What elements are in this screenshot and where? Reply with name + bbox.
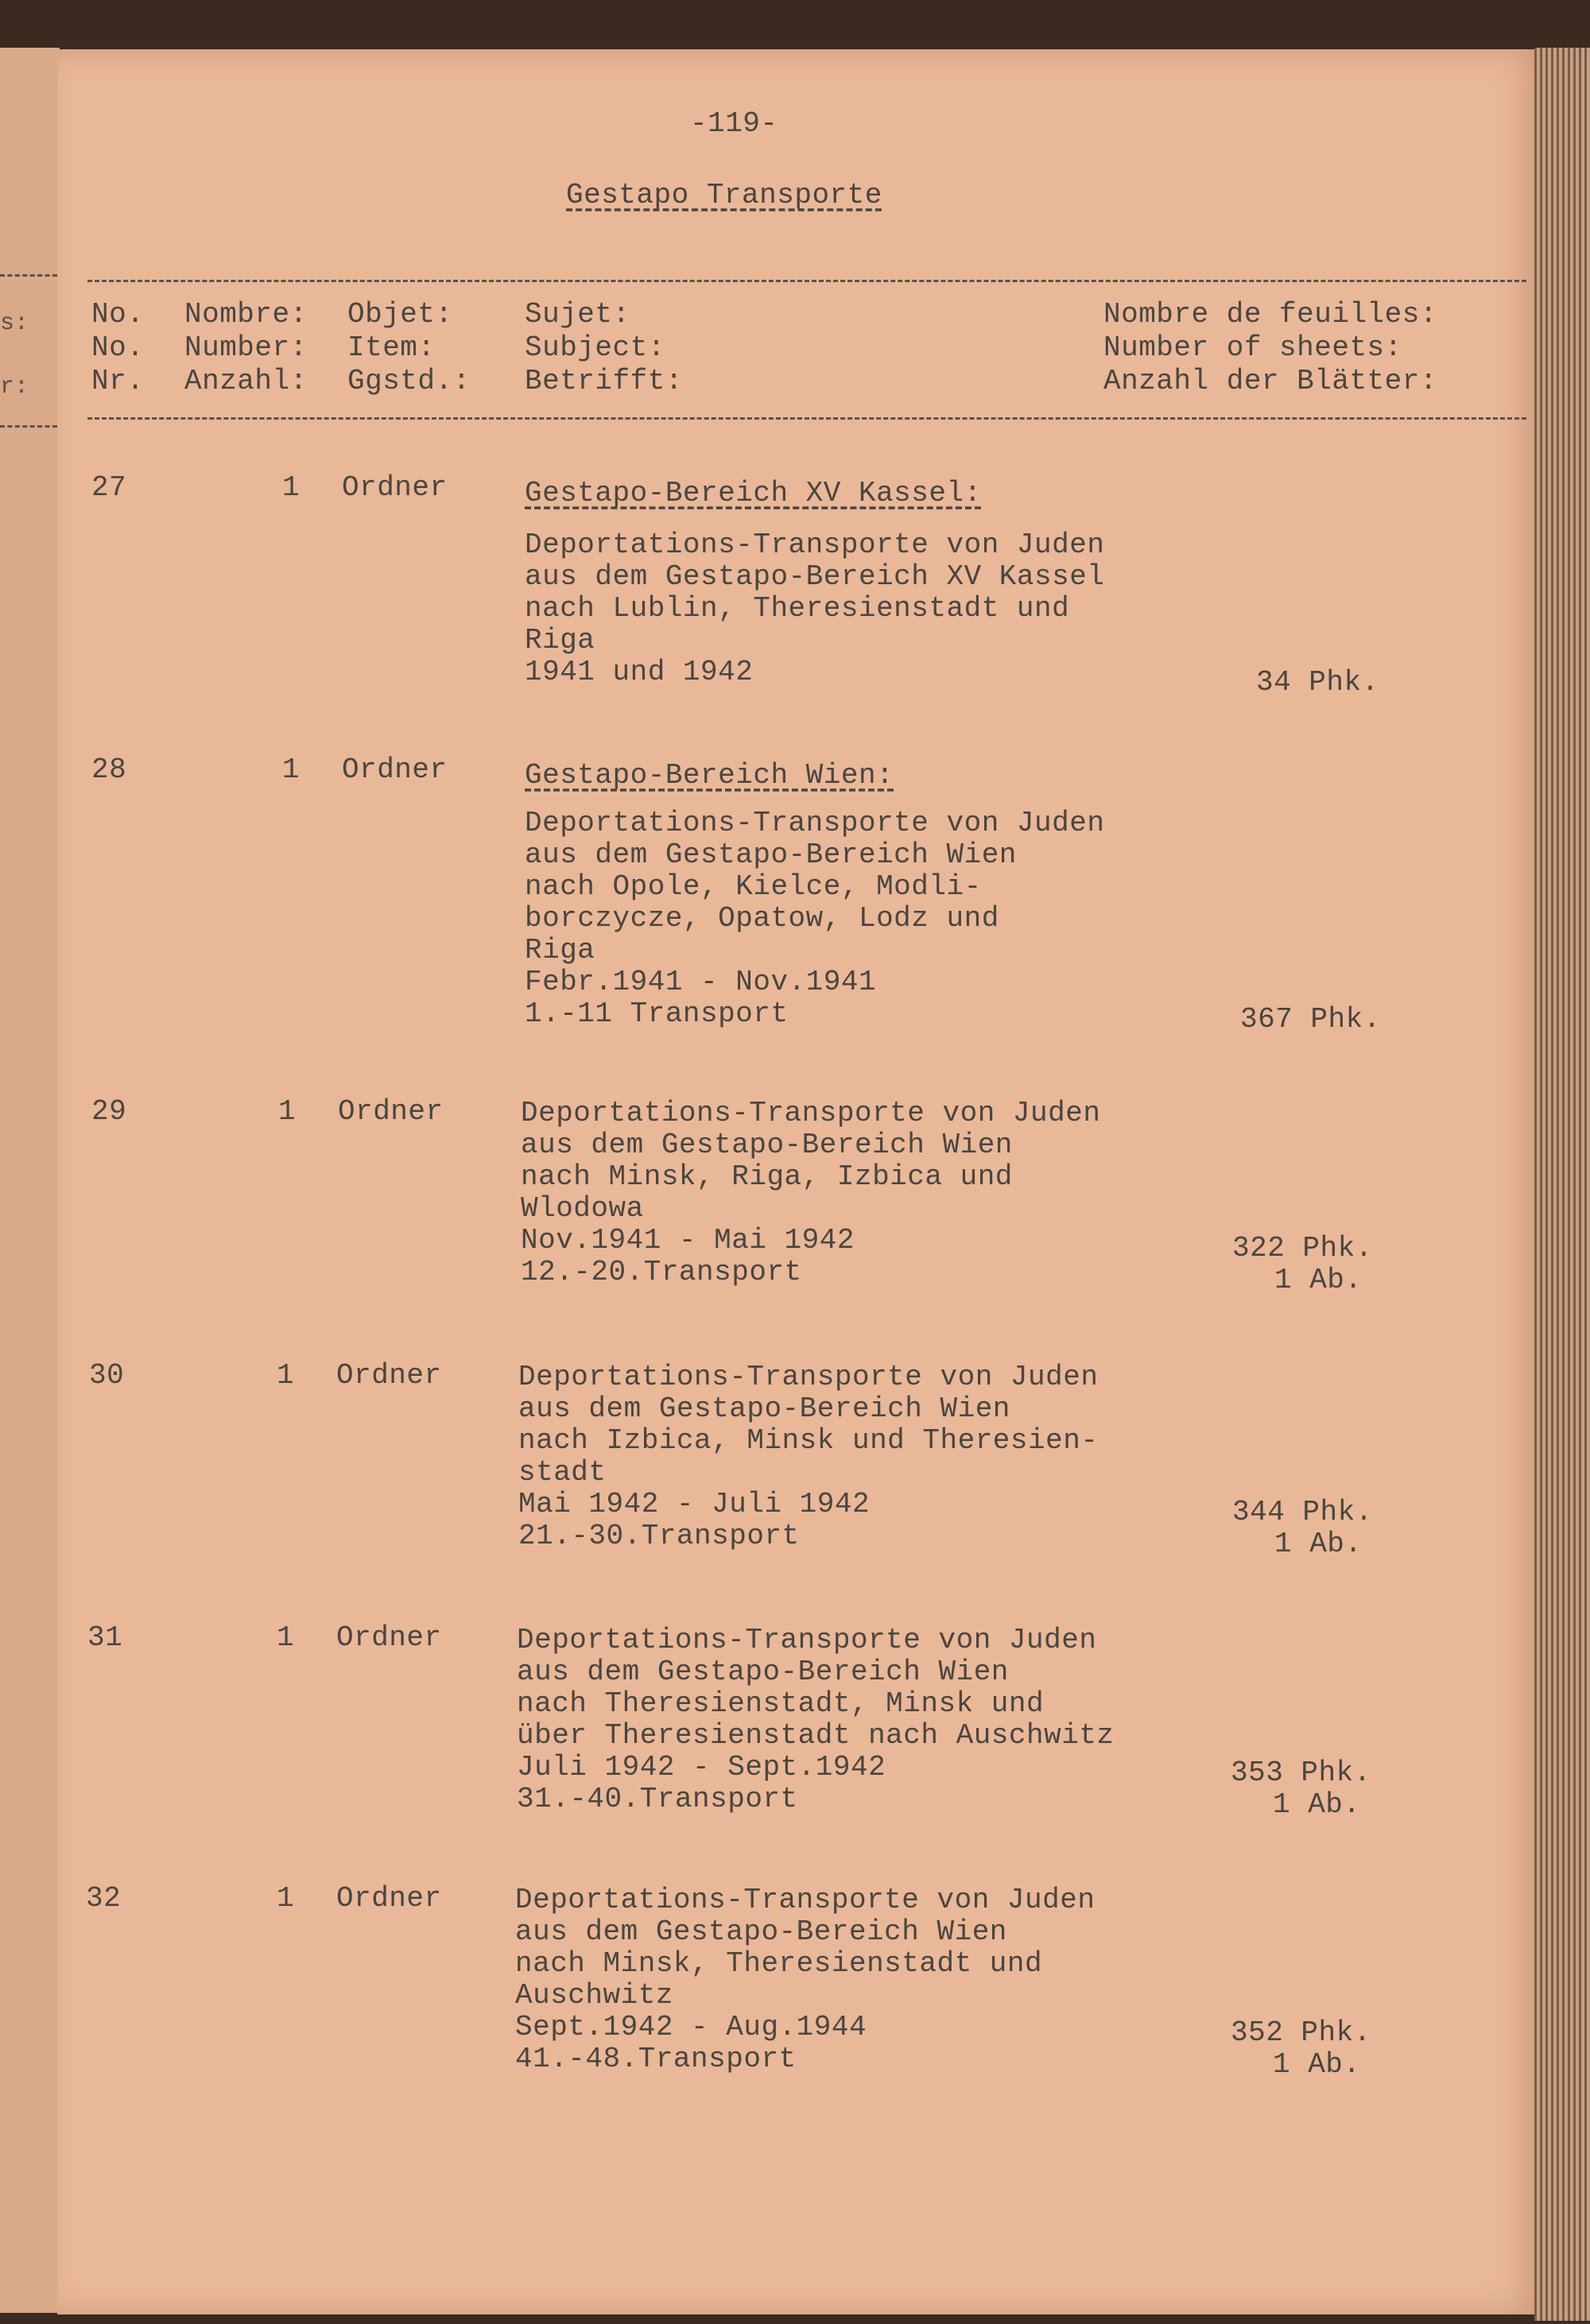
header-no-fr: No.: [91, 298, 145, 331]
header-item-fr: Objet:: [347, 298, 453, 331]
left-page-edge: [0, 48, 62, 2313]
left-fragment-1: s:: [0, 310, 29, 337]
entry-line: Auschwitz: [515, 1979, 673, 2012]
entry-line: 12.-20.Transport: [521, 1256, 802, 1288]
entry-sheets: 353 Phk.: [1231, 1757, 1371, 1789]
entry-heading: Gestapo-Bereich XV Kassel:: [525, 477, 982, 509]
entry-count: 1: [282, 471, 301, 504]
entry-line: über Theresienstadt nach Auschwitz: [517, 1719, 1115, 1752]
page-number: -119-: [690, 107, 778, 140]
header-item-de: Ggstd.:: [347, 365, 471, 397]
header-sheets-fr: Nombre de feuilles:: [1103, 298, 1437, 331]
entry-line: 1.-11 Transport: [525, 997, 789, 1030]
entry-line: 21.-30.Transport: [518, 1520, 800, 1552]
book-page-stack: [1534, 48, 1590, 2321]
entry-item: Ordner: [336, 1882, 442, 1915]
entry-item: Ordner: [336, 1359, 442, 1392]
entry-item: Ordner: [338, 1095, 444, 1128]
entry-sheets: 367 Phk.: [1240, 1003, 1381, 1036]
header-top-rule: [87, 280, 1526, 282]
left-page-rule-bottom: [0, 425, 57, 428]
header-item-en: Item:: [347, 331, 436, 364]
entry-count: 1: [277, 1882, 295, 1915]
entry-line: 31.-40.Transport: [517, 1783, 798, 1815]
entry-line: Deportations-Transporte von Juden: [515, 1884, 1096, 1916]
entry-no: 31: [87, 1621, 123, 1654]
header-subject-de: Betrifft:: [525, 365, 683, 397]
entry-sheets-extra: 1 Ab.: [1274, 1264, 1363, 1296]
entry-count: 1: [282, 753, 301, 786]
entry-item: Ordner: [342, 753, 448, 786]
entry-no: 32: [86, 1882, 122, 1915]
entry-line: Riga: [525, 934, 595, 966]
entry-line: nach Minsk, Riga, Izbica und: [521, 1160, 1013, 1193]
entry-line: stadt: [518, 1456, 607, 1489]
entry-line: Riga: [525, 624, 595, 657]
header-subject-fr: Sujet:: [525, 298, 630, 331]
header-subject-en: Subject:: [525, 331, 665, 364]
entry-line: Mai 1942 - Juli 1942: [518, 1488, 871, 1520]
entry-line: 41.-48.Transport: [515, 2043, 797, 2075]
entry-line: aus dem Gestapo-Bereich XV Kassel: [525, 560, 1105, 593]
entry-sheets-extra: 1 Ab.: [1274, 1528, 1363, 1560]
page-title: Gestapo Transporte: [566, 179, 882, 211]
header-bottom-rule: [87, 417, 1526, 420]
entry-line: 1941 und 1942: [525, 656, 754, 688]
header-sheets-en: Number of sheets:: [1103, 331, 1402, 364]
header-no-en: No.: [91, 331, 145, 364]
entry-line: aus dem Gestapo-Bereich Wien: [518, 1392, 1010, 1425]
entry-line: aus dem Gestapo-Bereich Wien: [521, 1129, 1013, 1161]
entry-line: aus dem Gestapo-Bereich Wien: [517, 1656, 1009, 1688]
entry-sheets-extra: 1 Ab.: [1273, 2048, 1361, 2081]
entry-line: Deportations-Transporte von Juden: [525, 529, 1105, 561]
entry-line: nach Izbica, Minsk und Theresien-: [518, 1424, 1099, 1457]
header-no-de: Nr.: [91, 365, 145, 397]
header-count-fr: Nombre:: [184, 298, 308, 331]
entry-count: 1: [278, 1095, 297, 1128]
entry-line: aus dem Gestapo-Bereich Wien: [525, 839, 1017, 871]
entry-line: Deportations-Transporte von Juden: [525, 807, 1105, 839]
header-sheets-de: Anzahl der Blätter:: [1103, 365, 1437, 397]
entry-line: Sept.1942 - Aug.1944: [515, 2011, 867, 2043]
entry-sheets: 352 Phk.: [1231, 2016, 1371, 2049]
entry-line: Nov.1941 - Mai 1942: [521, 1224, 855, 1257]
entry-no: 29: [91, 1095, 127, 1128]
left-fragment-2: r:: [0, 374, 29, 401]
entry-line: aus dem Gestapo-Bereich Wien: [515, 1915, 1007, 1948]
entry-line: Deportations-Transporte von Juden: [517, 1624, 1097, 1656]
entry-sheets: 34 Phk.: [1256, 666, 1379, 699]
header-count-en: Number:: [184, 331, 308, 364]
entry-line: Juli 1942 - Sept.1942: [517, 1751, 886, 1784]
left-page-rule-top: [0, 274, 57, 277]
entry-item: Ordner: [342, 471, 448, 504]
entry-line: nach Lublin, Theresienstadt und: [525, 592, 1070, 625]
entry-count: 1: [277, 1621, 295, 1654]
header-count-de: Anzahl:: [184, 365, 308, 397]
entry-count: 1: [277, 1359, 295, 1392]
entry-line: Deportations-Transporte von Juden: [518, 1361, 1099, 1393]
entry-heading: Gestapo-Bereich Wien:: [525, 759, 894, 792]
entry-line: Wlodowa: [521, 1192, 644, 1225]
entry-sheets-extra: 1 Ab.: [1273, 1788, 1361, 1821]
entry-no: 28: [91, 753, 127, 786]
entry-line: nach Theresienstadt, Minsk und: [517, 1687, 1045, 1720]
entry-sheets: 344 Phk.: [1232, 1496, 1373, 1528]
entry-line: Febr.1941 - Nov.1941: [525, 966, 877, 998]
entry-line: Deportations-Transporte von Juden: [521, 1097, 1101, 1129]
entry-line: borczycze, Opatow, Lodz und: [525, 902, 999, 935]
entry-sheets: 322 Phk.: [1232, 1232, 1373, 1265]
entry-item: Ordner: [336, 1621, 442, 1654]
entry-line: nach Opole, Kielce, Modli-: [525, 870, 982, 903]
entry-line: nach Minsk, Theresienstadt und: [515, 1947, 1043, 1980]
entry-no: 27: [91, 471, 127, 504]
entry-no: 30: [89, 1359, 125, 1392]
